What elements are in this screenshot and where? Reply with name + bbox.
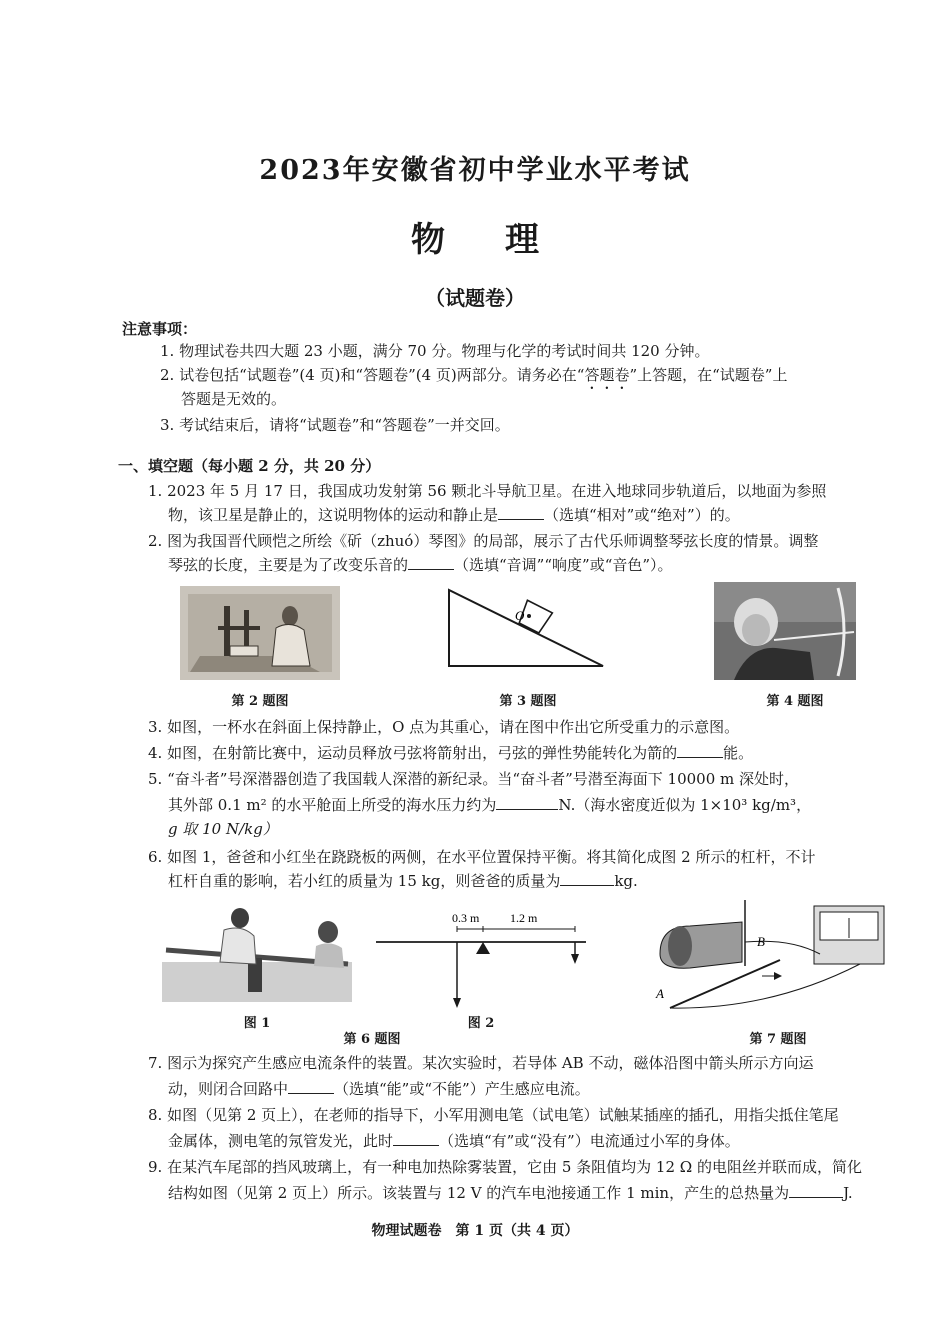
answer-blank-q6[interactable] [560, 871, 614, 886]
caption-fig-q7: 第 7 题图 [749, 1032, 807, 1047]
distance-right-label: 1.2 m [510, 911, 538, 925]
answer-blank-q9[interactable] [789, 1183, 843, 1198]
zither-painting-figure [180, 586, 340, 680]
question-8-line-1: 8. 如图（见第 2 页上），在老师的指导下，小军用测电笔（试电笔）试触某插座的插孔，用指尖抵住笔尾 [148, 1106, 839, 1124]
question-5-hint: N.（海水密度近似为 1×10³ kg/m³， [558, 796, 812, 814]
center-of-gravity-point [527, 614, 531, 618]
note-item-1: 1. 物理试卷共四大题 23 小题，满分 70 分。物理与化学的考试时间共 120 分钟。 [160, 342, 710, 360]
question-3: 3. 如图，一杯水在斜面上保持静止，O 点为其重心，请在图中作出它所受重力的示意图。 [148, 718, 740, 736]
caption-fig-q4: 第 4 题图 [766, 694, 824, 709]
label-point-a: A [656, 986, 664, 1001]
lever-diagram-figure [376, 902, 588, 1010]
question-1-line-1: 1. 2023 年 5 月 17 日，我国成功发射第 56 颗北斗导航卫星。在进入地球同步轨道后，以地面为参照 [148, 482, 827, 500]
fulcrum-triangle [476, 942, 490, 954]
question-4-text: 4. 如图，在射箭比赛中，运动员释放弓弦将箭射出，弓弦的弹性势能转化为箭的 [148, 744, 678, 762]
question-8-options: （选填“有”或“没有”）电流通过小军的身体。 [439, 1132, 740, 1150]
question-5-line-2 [168, 794, 811, 816]
answer-blank-q7[interactable] [288, 1079, 334, 1094]
label-point-o: O [515, 608, 525, 623]
archer-photo-figure [714, 582, 856, 680]
answer-blank-q1[interactable] [498, 505, 544, 520]
question-1-options: （选填“相对”或“绝对”）的。 [544, 506, 740, 524]
question-9-line-1: 9. 在某汽车尾部的挡风玻璃上，有一种电加热除雾装置，它由 5 条阻值均为 12 Ω 的电阻丝并联而成，简化 [148, 1158, 862, 1176]
caption-fig-q3: 第 3 题图 [499, 694, 557, 709]
note-item-2-emphasis: “答题卷” [576, 366, 638, 384]
question-7-line-2 [168, 1078, 590, 1100]
question-9-line-2 [168, 1182, 853, 1204]
question-7-text: 动，则闭合回路中 [168, 1080, 289, 1098]
question-7-line-1: 7. 图示为探究产生感应电流条件的装置。某次实验时，若导体 AB 不动，磁体沿图中箭头所示方向运 [148, 1054, 814, 1072]
question-1-line-2 [168, 504, 740, 526]
label-point-b: B [757, 934, 765, 949]
answer-blank-q5[interactable] [496, 795, 558, 810]
question-7-options: （选填“能”或“不能”）产生感应电流。 [334, 1080, 590, 1098]
question-5-text: 其外部 0.1 m² 的水平舱面上所受的海水压力约为 [168, 796, 497, 814]
note-item-2-part-b: 上答题，在“试题卷”上 [637, 366, 788, 384]
question-6-line-2 [168, 870, 638, 892]
answer-blank-q4[interactable] [677, 743, 723, 758]
notes-heading: 注意事项： [122, 320, 198, 338]
paper-type: （试题卷） [425, 286, 525, 310]
exam-title: 2023年安徽省初中学业水平考试 [259, 155, 691, 186]
induction-apparatus-figure [650, 898, 890, 1020]
question-6-unit: kg. [614, 872, 638, 890]
question-9-unit: J. [843, 1184, 853, 1202]
question-6-line-1: 6. 如图 1，爸爸和小红坐在跷跷板的两侧，在水平位置保持平衡。将其简化成图 2 所示的杠杆，不计 [148, 848, 816, 866]
incline-cup-figure [445, 586, 607, 670]
force-arrow-right [571, 954, 579, 964]
question-2-options: （选填“音调”“响度”或“音色”）。 [454, 556, 673, 574]
seesaw-photo-figure [162, 902, 352, 1002]
question-8-line-2 [168, 1130, 740, 1152]
note-item-2-part-a: 2. 试卷包括“试题卷”(4 页)和“答题卷”(4 页)两部分。请务必在 [160, 366, 577, 384]
subject-title: 物理 [411, 220, 599, 260]
question-9-text: 结构如图（见第 2 页上）所示。该装置与 12 V 的汽车电池接通工作 1 min，产生的总热量为 [168, 1184, 790, 1202]
note-item-2-cont: 答题是无效的。 [181, 390, 287, 408]
force-arrow-left [453, 998, 461, 1008]
note-item-3: 3. 考试结束后，请将“试题卷”和“答题卷”一并交回。 [160, 416, 510, 434]
caption-fig-q6: 第 6 题图 [343, 1032, 401, 1047]
caption-fig-1: 图 1 [243, 1016, 271, 1031]
question-1-text: 物，该卫星是静止的，这说明物体的运动和静止是 [168, 506, 499, 524]
question-2-text: 琴弦的长度，主要是为了改变乐音的 [168, 556, 409, 574]
caption-fig-2: 图 2 [467, 1016, 495, 1031]
answer-blank-q2[interactable] [408, 555, 454, 570]
question-2-line-2 [168, 554, 673, 576]
question-6-text: 杠杆自重的影响，若小红的质量为 15 kg，则爸爸的质量为 [168, 872, 561, 890]
answer-blank-q8[interactable] [393, 1131, 439, 1146]
motion-arrow-icon [774, 972, 782, 980]
distance-left-label: 0.3 m [452, 911, 480, 925]
page-footer: 物理试题卷 第 1 页（共 4 页） [371, 1223, 579, 1239]
question-4 [148, 742, 753, 764]
question-4-suffix: 能。 [723, 744, 754, 762]
question-5-line-3: g 取 10 N/kg） [168, 820, 278, 838]
caption-fig-q2: 第 2 题图 [231, 694, 289, 709]
question-8-text: 金属体，测电笔的氖管发光，此时 [168, 1132, 394, 1150]
section-1-heading: 一、填空题（每小题 2 分，共 20 分） [118, 457, 381, 475]
question-5-line-1: 5. “奋斗者”号深潜器创造了我国载人深潜的新纪录。当“奋斗者”号潜至海面下 10000 m 深处时， [148, 770, 800, 788]
question-2-line-1: 2. 图为我国晋代顾恺之所绘《斫（zhuó）琴图》的局部，展示了古代乐师调整琴弦长度的情景。调整 [148, 532, 819, 550]
